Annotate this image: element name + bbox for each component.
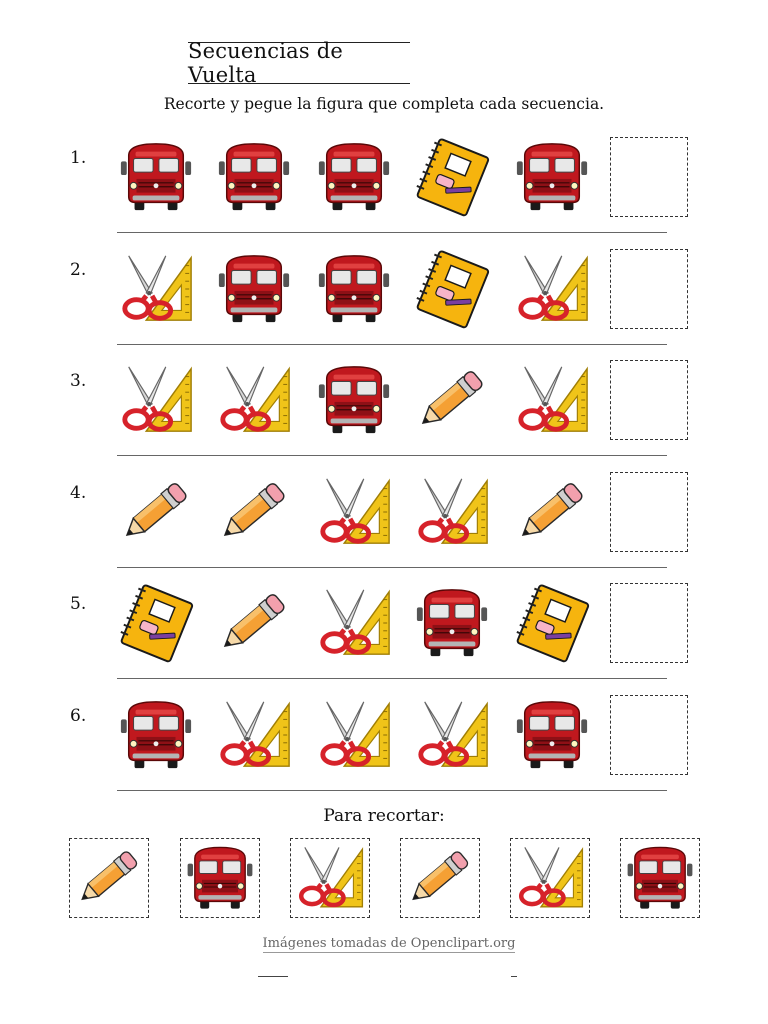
bus-icon	[315, 248, 393, 330]
scissors-ruler-icon	[315, 694, 393, 776]
bus-icon	[184, 842, 256, 914]
notebook-icon	[413, 136, 491, 218]
sequence-figure	[315, 694, 393, 776]
sequence-figure	[215, 248, 293, 330]
row-separator	[117, 232, 667, 233]
pencil-icon	[73, 842, 145, 914]
row-number: 6.	[70, 705, 87, 726]
sequence-figure	[215, 694, 293, 776]
sequence-row	[0, 574, 768, 686]
cut-out-card[interactable]	[400, 838, 480, 918]
scissors-ruler-icon	[215, 359, 293, 441]
title-frame	[188, 39, 410, 87]
sequence-figure	[117, 248, 195, 330]
cut-out-card[interactable]	[510, 838, 590, 918]
cut-out-card[interactable]	[290, 838, 370, 918]
sequence-figure	[315, 136, 393, 218]
sequence-figure	[413, 248, 491, 330]
row-separator	[117, 344, 667, 345]
sequence-figure	[513, 582, 591, 664]
notebook-icon	[413, 248, 491, 330]
sequence-figure	[315, 582, 393, 664]
sequence-row	[0, 240, 768, 352]
row-number: 4.	[70, 482, 87, 503]
sequence-figure	[413, 136, 491, 218]
answer-box[interactable]	[610, 583, 688, 663]
sequence-figure	[215, 359, 293, 441]
scissors-ruler-icon	[315, 471, 393, 553]
answer-box[interactable]	[610, 137, 688, 217]
sequence-row	[0, 463, 768, 575]
sequence-figure	[315, 248, 393, 330]
cut-out-card[interactable]	[180, 838, 260, 918]
notebook-icon	[513, 582, 591, 664]
sequence-figure	[315, 359, 393, 441]
row-number: 1.	[70, 148, 87, 168]
notebook-icon	[117, 582, 195, 664]
sequence-figure	[413, 694, 491, 776]
instructions: Recorte y pegue la figura que completa cada secuencia.	[163, 95, 605, 113]
footer-mark	[258, 976, 288, 977]
scissors-ruler-icon	[294, 842, 366, 914]
sequence-figure	[215, 471, 293, 553]
sequence-figure	[513, 136, 591, 218]
row-separator	[117, 678, 667, 679]
pencil-icon	[215, 582, 293, 664]
row-number: 3.	[70, 371, 87, 391]
row-number: 5.	[70, 594, 87, 614]
sequence-row	[0, 686, 768, 798]
pencil-icon	[413, 359, 491, 441]
cut-out-card[interactable]	[620, 838, 700, 918]
page-title: Secuencias de Vuelta	[188, 39, 343, 87]
sequence-figure	[117, 694, 195, 776]
bus-icon	[315, 359, 393, 441]
sequence-figure	[413, 471, 491, 553]
sequence-figure	[513, 471, 591, 553]
row-number: 2.	[70, 259, 87, 280]
sequence-figure	[315, 471, 393, 553]
sequence-row	[0, 351, 768, 463]
image-credit: Imágenes tomadas de Openclipart.org	[262, 936, 516, 951]
answer-box[interactable]	[610, 360, 688, 440]
pencil-icon	[117, 471, 195, 553]
scissors-ruler-icon	[513, 359, 591, 441]
sequence-figure	[513, 359, 591, 441]
sequence-row	[0, 128, 768, 240]
row-separator	[117, 455, 667, 456]
scissors-ruler-icon	[315, 582, 393, 664]
sequence-figure	[117, 582, 195, 664]
bus-icon	[624, 842, 696, 914]
scissors-ruler-icon	[215, 694, 293, 776]
bus-icon	[117, 694, 195, 776]
sequence-figure	[215, 582, 293, 664]
answer-box[interactable]	[610, 695, 688, 775]
row-separator	[117, 790, 667, 791]
answer-box[interactable]	[610, 472, 688, 552]
pencil-icon	[513, 471, 591, 553]
cut-out-label: Para recortar:	[323, 806, 445, 826]
scissors-ruler-icon	[513, 248, 591, 330]
scissors-ruler-icon	[514, 842, 586, 914]
bus-icon	[215, 136, 293, 218]
scissors-ruler-icon	[117, 359, 195, 441]
bus-icon	[215, 248, 293, 330]
scissors-ruler-icon	[117, 248, 195, 330]
sequence-figure	[117, 359, 195, 441]
scissors-ruler-icon	[413, 694, 491, 776]
bus-icon	[413, 582, 491, 664]
answer-box[interactable]	[610, 249, 688, 329]
pencil-icon	[404, 842, 476, 914]
sequence-figure	[413, 582, 491, 664]
sequence-figure	[117, 136, 195, 218]
sequence-figure	[117, 471, 195, 553]
scissors-ruler-icon	[413, 471, 491, 553]
sequence-figure	[513, 694, 591, 776]
bus-icon	[513, 136, 591, 218]
bus-icon	[315, 136, 393, 218]
sequence-figure	[513, 248, 591, 330]
sequence-figure	[413, 359, 491, 441]
bus-icon	[513, 694, 591, 776]
row-separator	[117, 567, 667, 568]
footer-mark	[511, 976, 517, 977]
cut-out-card[interactable]	[69, 838, 149, 918]
sequence-figure	[215, 136, 293, 218]
pencil-icon	[215, 471, 293, 553]
bus-icon	[117, 136, 195, 218]
